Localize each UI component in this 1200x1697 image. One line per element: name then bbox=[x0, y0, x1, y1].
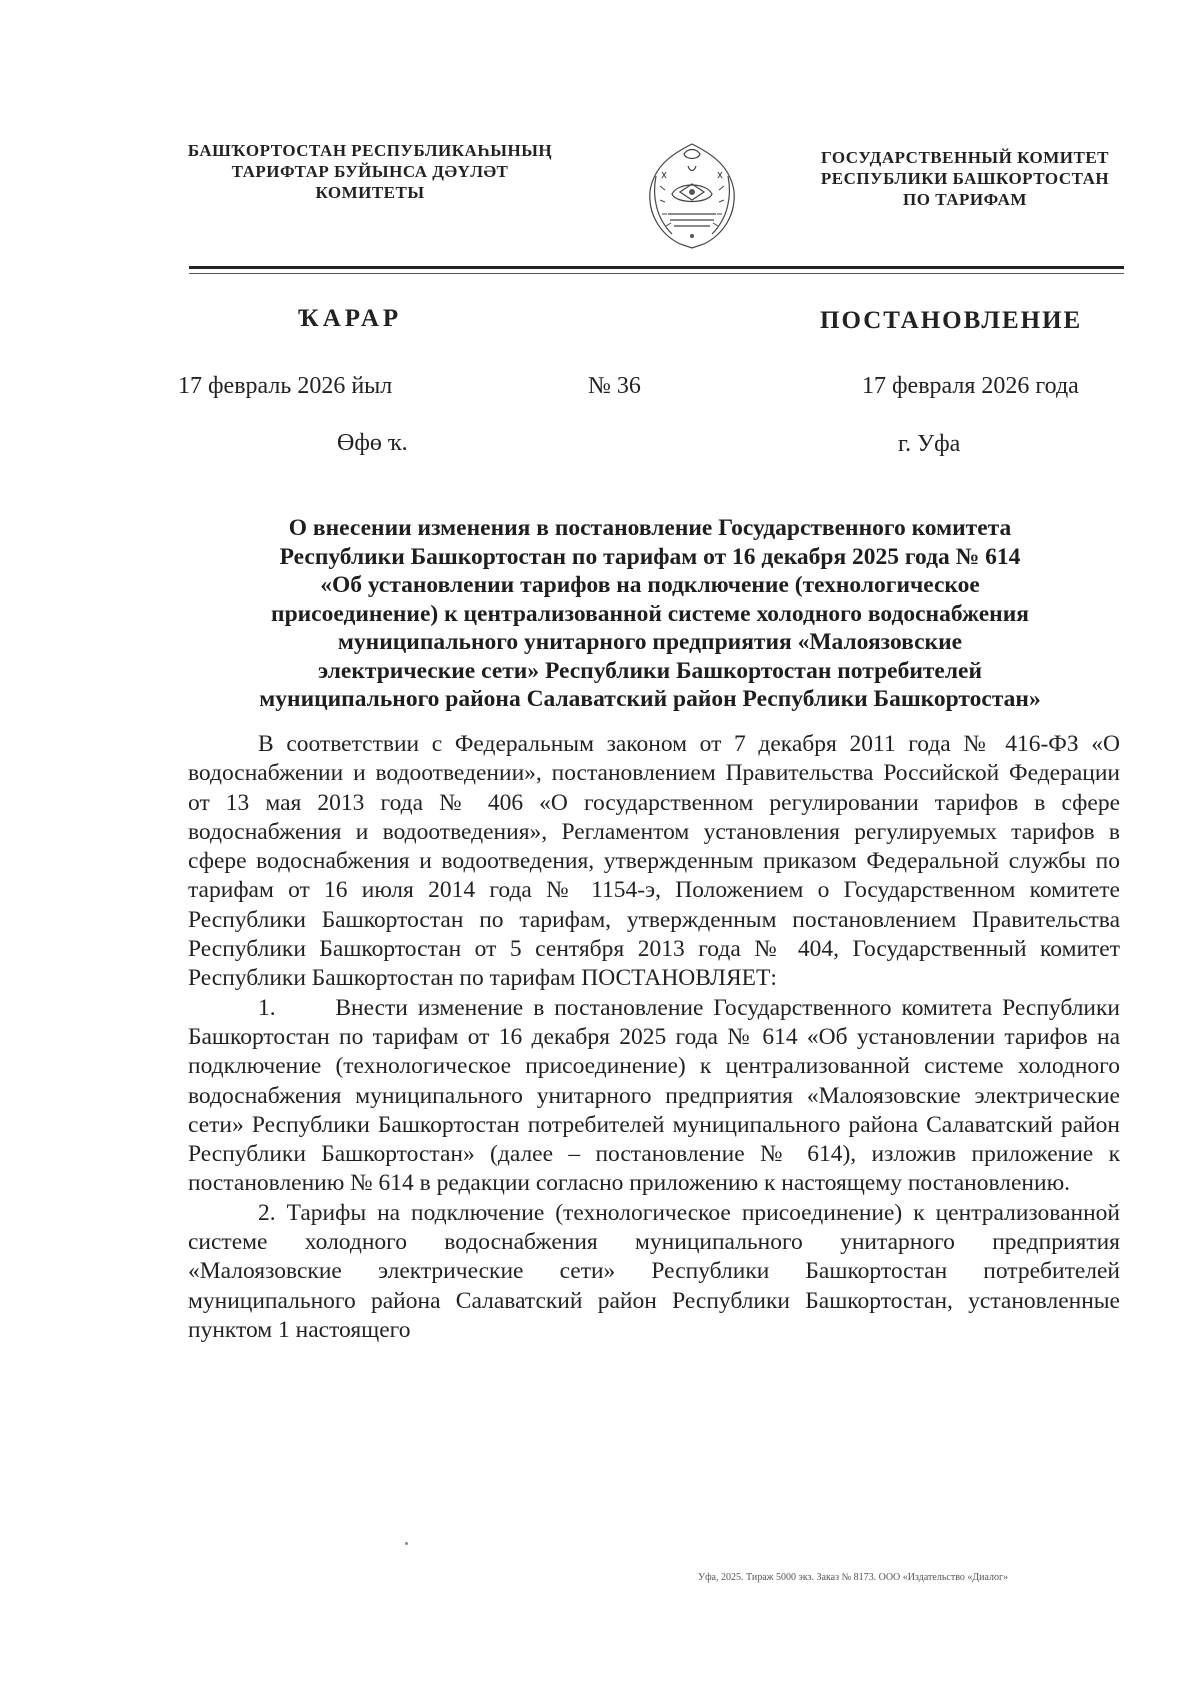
header-rule-thin bbox=[189, 273, 1124, 274]
header-rule-thick bbox=[189, 266, 1124, 269]
header-left-line-2: ТАРИФТАР БУЙЫНСА ДӘҮЛӘТ bbox=[231, 162, 509, 181]
republic-emblem-icon bbox=[632, 136, 752, 254]
title-line: О внесении изменения в постановление Государственного комитета bbox=[288, 515, 1012, 541]
doc-number: № 36 bbox=[588, 373, 641, 399]
item-2-text: Тарифы на подключение (технологическое присоединение) к централизованной системе холодного водоснабжения муниципального унитарного предприятия «Малоязовские электрические сети» Республики Башкортостан потребителей муниципального района Салаватский район Республики Башкортостан, установленные пунктом 1 настоящего bbox=[188, 1199, 1120, 1343]
doc-type-ba: ҠАРАР bbox=[298, 305, 403, 332]
header-right-line-1: ГОСУДАРСТВЕННЫЙ КОМИТЕТ bbox=[820, 148, 1109, 167]
footer-imprint: Уфа, 2025. Тираж 5000 экз. Заказ № 8173. ООО «Издательство «Диалог» bbox=[698, 1572, 1009, 1583]
title-line: электрические сети» Республики Башкортостан потребителей bbox=[318, 657, 982, 684]
doc-city-ru: г. Уфа bbox=[898, 431, 961, 457]
doc-type-ru: ПОСТАНОВЛЕНИЕ bbox=[820, 307, 1083, 334]
doc-date-ru: 17 февраля 2026 года bbox=[862, 373, 1079, 399]
header-left-ba bbox=[140, 140, 600, 203]
doc-title bbox=[180, 514, 1120, 714]
doc-date-ba: 17 февраль 2026 йыл bbox=[178, 373, 393, 399]
doc-body bbox=[188, 730, 1120, 1345]
header-left-line-1: БАШҠОРТОСТАН РЕСПУБЛИКАҺЫНЫҢ bbox=[187, 141, 553, 160]
title-line: «Об установлении тарифов на подключение (технологическое bbox=[320, 572, 980, 598]
preamble-paragraph: В соответствии с Федеральным законом от 7 декабря 2011 года № 416-ФЗ «О водоснабжении и водоотведении», постановлением Правительства Российской Федерации от 13 мая 2013 года № 406 «О государственном регулировании тарифов в сфере водоснабжения и водоотведения», Регламентом установления регулируемых тарифов в сфере водоснабжения и водоотведения, утвержденным приказом Федеральной службы по тарифам от 16 июля 2014 года № 1154-э, Положением о Государственном комитете Республики Башкортостан по тарифам, утвержденным постановлением Правительства Республики Башкортостан от 5 сентября 2013 года № 404, Государственный комитет Республики Башкортостан по тарифам ПОСТАНОВЛЯЕТ: bbox=[188, 731, 1120, 992]
title-line: Республики Башкортостан по тарифам от 16 декабря 2025 года № 614 bbox=[279, 543, 1021, 570]
header-right-ru bbox=[795, 147, 1135, 210]
item-1-number: 1. bbox=[258, 994, 276, 1021]
item-2-paragraph bbox=[188, 1199, 1120, 1345]
scan-speck bbox=[405, 1542, 408, 1545]
title-line: муниципального унитарного предприятия «Малоязовские bbox=[337, 629, 963, 655]
title-line: муниципального района Салаватский район Республики Башкортостан» bbox=[259, 686, 1041, 712]
item-1-paragraph bbox=[188, 994, 1120, 1199]
item-2-number: 2. bbox=[258, 1199, 276, 1226]
title-line: присоединение) к централизованной системе холодного водоснабжения bbox=[271, 600, 1029, 627]
header-right-line-2: РЕСПУБЛИКИ БАШКОРТОСТАН bbox=[820, 169, 1110, 188]
header-right-line-3: ПО ТАРИФАМ bbox=[903, 190, 1027, 209]
item-1-text: Внести изменение в постановление Государственного комитета Республики Башкортостан по тарифам от 16 декабря 2025 года № 614 «Об установлении тарифов на подключение (технологическое присоединение) к централизованной системе холодного водоснабжения муниципального унитарного предприятия «Малоязовские электрические сети» Республики Башкортостан потребителей муниципального района Салаватский район Республики Башкортостан» (далее – постановление № 614), изложив приложение к постановлению № 614 в редакции согласно приложению к настоящему постановлению. bbox=[188, 994, 1120, 1197]
header-left-line-3: КОМИТЕТЫ bbox=[315, 183, 425, 202]
doc-city-ba: Өфө ҡ. bbox=[337, 430, 408, 456]
